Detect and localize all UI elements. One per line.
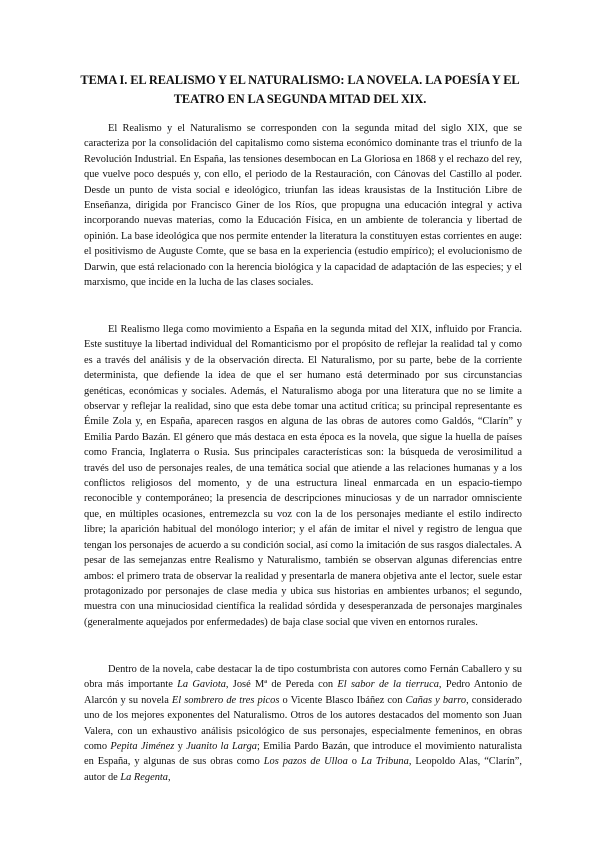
text-run: , Pedro Antonio de Alarcón y su novela bbox=[84, 679, 522, 706]
work-title: El sabor de la tierruca bbox=[337, 679, 439, 691]
paragraph-realism-naturalism: El Realismo llega como movimiento a España en la segunda mitad del XIX, influido por Francia. Este sustituye la libertad individual del Romanticismo por el propósito de reflejar la realidad tal y como es a través del análisis y de la observación directa. El Naturalismo, por su parte, bebe de la corriente determinista, que defiende la idea de que el ser humano está determinado por sus circunstancias genéticas, económicas y sociales. Además, el Naturalismo aboga por una literatura que no se limite a observar y reflejar la realidad, sino que esta debe tomar una actitud crítica; su principal representante es Émile Zola y, en España, aparecen rasgos en alguna de las obras de autores como Galdós, “Clarín” y Emilia Pardo Bazán. El género que más destaca en esta época es la novela, que sigue la huella de países como Francia, Inglaterra o Rusia. Sus principales características son: la búsqueda de verosimilitud a través del uso de personajes reales, de una temática social que atiende a las relaciones humanas y a los conflictos religiosos del momento, y de una estructura lineal enmarcada en un espacio-tiempo reconocible y contemporáneo; la presencia de descripciones minuciosas y de un narrador omnisciente que, en múltiples ocasiones, entremezcla su voz con la de los personajes mediante el estilo indirecto libre; la aparición habitual del monólogo interior; y el afán de imitar el nivel y registro de lengua que tengan los personajes de acuerdo a su condición social, así como la imitación de sus rasgos dialectales. A pesar de las semejanzas entre Realismo y Naturalismo, también se observan algunas diferencias entre ambos: el primero trata de observar la realidad y presentarla de manera objetiva ante el lector, suele estar protagonizado por personajes de clase media y ubica sus historias en ambientes urbanos; el segundo, muestra con una minuciosidad científica la realidad sórdida y desesperanzada de personajes marginales (generalmente aquejados por enfermedades) de baja clase social que viven en entornos rurales. bbox=[84, 324, 522, 628]
text-run: , José Mª de Pereda con bbox=[225, 679, 338, 691]
text-run: , bbox=[167, 771, 171, 783]
text-run: o bbox=[347, 756, 361, 768]
text-run: , Leopoldo Alas, “Clarín”, autor de bbox=[84, 756, 522, 783]
text-run: o Vicente Blasco Ibáñez con bbox=[279, 694, 406, 706]
work-title: Los pazos de Ulloa bbox=[263, 756, 348, 768]
work-title: Pepita Jiménez bbox=[110, 741, 175, 753]
text-run: , considerado uno de los mejores exponentes del Naturalismo. Otros de los autores destacados del momento son Juan Valera, con un exhaustivo análisis psicológico de sus personajes, especialmente femeninos, en obras como bbox=[84, 694, 522, 753]
text-run: Dentro de la novela, cabe destacar la de tipo costumbrista con autores como Fernán Caballero y su obra más importante bbox=[84, 664, 522, 691]
work-title: La Regenta bbox=[120, 771, 168, 783]
work-title: Cañas y barro bbox=[405, 694, 467, 706]
work-title: Juanito la Larga bbox=[186, 741, 257, 753]
work-title: El sombrero de tres picos bbox=[171, 694, 280, 706]
work-title: La Gaviota bbox=[177, 679, 226, 691]
paragraph-novel-authors bbox=[84, 662, 522, 785]
text-run: ; Emilia Pardo Bazán, que introduce el movimiento naturalista en España, y algunas de sus obras como bbox=[84, 741, 523, 768]
paragraph-context: El Realismo y el Naturalismo se corresponden con la segunda mitad del siglo XIX, que se caracteriza por la consolidación del capitalismo como sistema económico dominante tras el triunfo de la Revolución Industrial. En España, las tensiones desembocan en La Gloriosa en 1868 y el rechazo del rey, que vuelve poco después y, con ello, el periodo de la Restauración, con Cánovas del Castillo al poder. Desde un punto de vista social e ideológico, triunfan las ideas krausistas de la Institución Libre de Enseñanza, dirigida por Francisco Giner de los Ríos, que propugna una educación integral y activa incorporando nuevas materias, como la Educación Física, en un ambiente de tolerancia y libertad de opinión. La base ideológica que nos permite entender la literatura la constituyen estas corrientes en auge: el positivismo de Auguste Comte, que se basa en la experiencia (estudio empírico); el evolucionismo de Darwin, que está relacionado con la herencia biológica y la capacidad de adaptación de las especies; y el marxismo, que incide en la lucha de las clases sociales. bbox=[84, 123, 522, 289]
document-title: TEMA I. EL REALISMO Y EL NATURALISMO: LA NOVELA. LA POESÍA Y EL TEATRO EN LA SEGUNDA MITAD DEL XIX. bbox=[80, 73, 520, 106]
text-run: y bbox=[174, 741, 187, 753]
work-title: La Tribuna bbox=[360, 756, 409, 768]
